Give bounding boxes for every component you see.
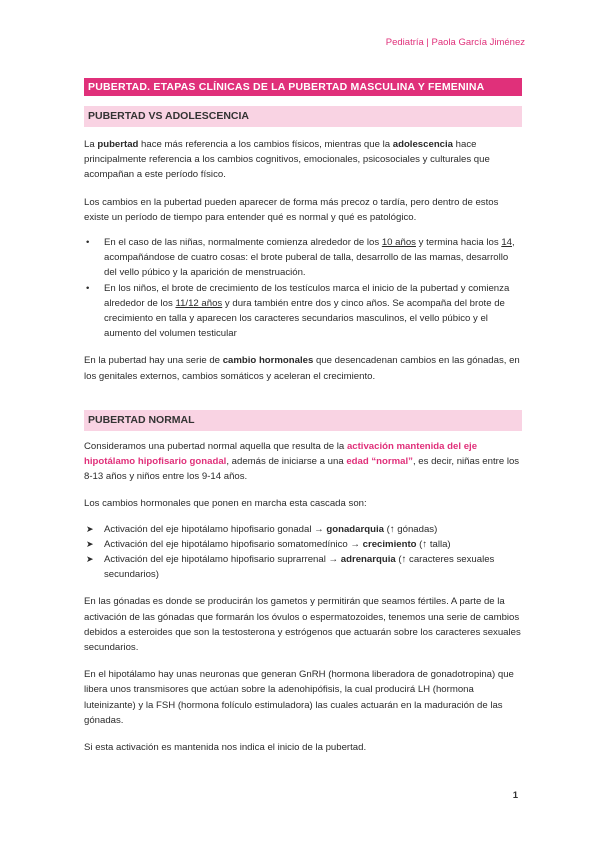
- list-item: • En los niños, el brote de crecimiento de los testículos marca el inicio de la pubertad y comienza alrededor de los 11/12 años y dura también entre dos y cinco años. Se acompaña del brote de crecimiento en talla y aparecen los caracteres secundarios masculinos, el vello púbico y el aumento del volumen testicular: [86, 282, 510, 340]
- arrow-list: [84, 522, 522, 583]
- bullet-marker: •: [86, 237, 90, 249]
- arrow-marker-icon: ➤: [86, 523, 94, 534]
- document-body: [84, 78, 522, 755]
- section-heading-pubertad-normal: PUBERTAD NORMAL: [84, 410, 522, 431]
- paragraph-gonadas: En las gónadas es donde se producirán los gametos y permitirán que seamos fértiles. A parte de la activación de las gónadas que formarán los óvulos o espermatozoides, tenemos una serie de cambios debidos a esteroides que son la testosterona y estrógenos que actuarán sobre los caracteres sexuales secundarios.: [84, 596, 521, 654]
- page-header: Pediatría | Paola García Jiménez: [385, 37, 525, 48]
- list-item: ➤ Activación del eje hipotálamo hipofisario suprarrenal → adrenarquia (↑ caracteres sexuales secundarios): [86, 554, 495, 581]
- paragraph-pubertad-normal: Consideramos una pubertad normal aquella que resulta de la activación mantenida del eje hipotálamo hipofisario gonadal, además de iniciarse a una edad “normal”, es decir, niñas entre los 8-13 años y niños entre los 9-14 años.: [84, 440, 520, 483]
- paragraph-hipotalamo: En el hipotálamo hay unas neuronas que generan GnRH (hormona liberadora de gonadotropina) que libera unos transmisores que actúan sobre la adenohipófisis, la cual producirá LH (hormona luteinizante) y la FSH (hormona folículo estimuladora) las cuales actuarán en la maduración de las gónadas.: [84, 669, 514, 726]
- bullet-marker: •: [86, 282, 90, 294]
- section-heading-pubertad-vs-adolescencia: PUBERTAD VS ADOLESCENCIA: [84, 106, 522, 127]
- paragraph-cambios: Los cambios en la pubertad pueden aparecer de forma más precoz o tardía, pero dentro de estos existe un período de tiempo para entender qué es normal y qué es patológico.: [84, 196, 499, 223]
- page-number: 1: [512, 790, 518, 801]
- bullet-list: [84, 235, 522, 341]
- list-item: ➤ Activación del eje hipotálamo hipofisario gonadal → gonadarquia (↑ gónadas): [84, 522, 522, 537]
- paragraph-activacion: Si esta activación es mantenida nos indica el inicio de la pubertad.: [84, 742, 367, 754]
- paragraph-cambios-hormonales: En la pubertad hay una serie de cambio hormonales que desencadenan cambios en las gónadas, en los genitales externos, cambios somáticos y aceleran el crecimiento.: [84, 355, 520, 382]
- paragraph-pubertad-definition: La pubertad hace más referencia a los cambios físicos, mientras que la adolescencia hace principalmente referencia a los cambios cognitivos, emocionales, psicosociales y culturales que acompañan a este período físico.: [84, 139, 490, 181]
- list-item: ➤ Activación del eje hipotálamo hipofisario somatomedínico → crecimiento (↑ talla): [84, 537, 522, 552]
- arrow-marker-icon: ➤: [86, 554, 94, 565]
- paragraph-cascada: Los cambios hormonales que ponen en marcha esta cascada son:: [84, 498, 367, 510]
- document-title: PUBERTAD. ETAPAS CLÍNICAS DE LA PUBERTAD MASCULINA Y FEMENINA: [84, 78, 522, 96]
- list-item: • En el caso de las niñas, normalmente comienza alrededor de los 10 años y termina hacia los 14, acompañándose de cuatro cosas: el brote puberal de talla, desarrollo de las mamas, desarrollo del vello púbico y la aparición de menstruación.: [86, 237, 515, 279]
- arrow-marker-icon: ➤: [86, 538, 94, 549]
